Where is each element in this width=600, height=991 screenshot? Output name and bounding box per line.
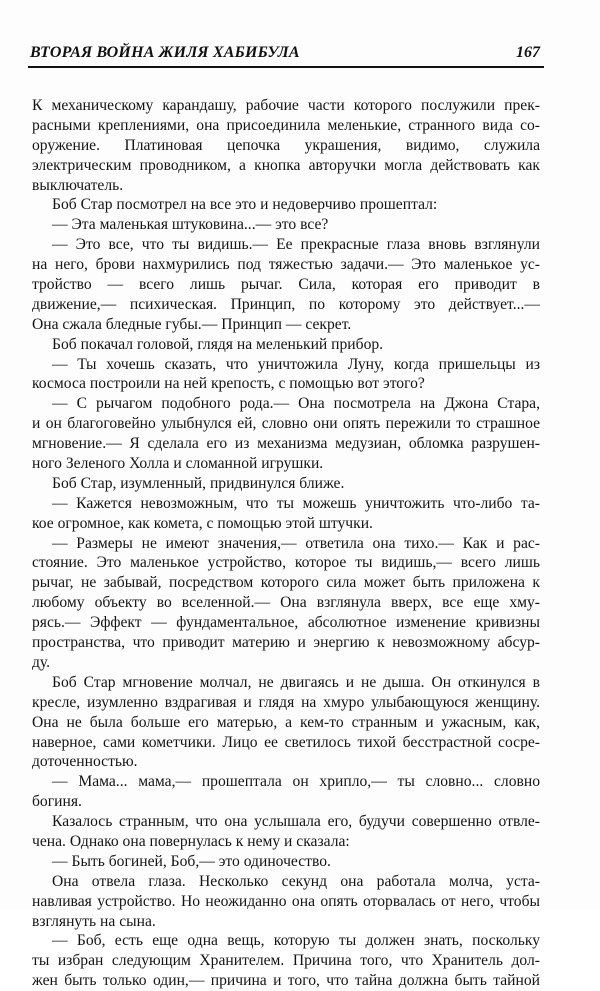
text-line: Она сжала бледные губы.— Принцип — секрет.	[32, 315, 352, 333]
text-line: на него, брови нахмурились под тяжестью задачи.— Это маленькое ус-	[32, 256, 540, 274]
text-line: наверное, сами кометчики. Лицо ее светилось тихой бесстрастной сосре-	[32, 733, 540, 751]
text-line: пространства, что приводит материю и энергию к невозможному абсур-	[32, 634, 540, 652]
text-line: жен быть только один,— причина и того, что тайна должна быть тайной	[32, 972, 540, 990]
text-line: тройство — всего лишь рычаг. Сила, которая его приводит в	[32, 276, 540, 294]
text-line: Боб Стар мгновение молчал, не двигаясь и не дыша. Он откинулся в	[52, 673, 540, 691]
text-line: — Ты хочешь сказать, что уничтожила Луну, когда пришельцы из	[52, 355, 540, 373]
text-line: — Кажется невозможным, что ты можешь уничтожить что-либо та-	[52, 494, 540, 512]
text-line: выключатель.	[32, 176, 124, 194]
text-line: — Размеры не имеют значения,— ответила она тихо.— Как и рас-	[52, 534, 540, 552]
text-line: Она не была больше его матерью, а кем-то странным и ужасным, как,	[32, 713, 540, 731]
running-header	[28, 44, 544, 68]
text-line: космоса построили на ней крепость, с помощью вот этого?	[32, 375, 425, 393]
text-line: Она отвела глаза. Несколько секунд она работала молча, уста-	[52, 872, 540, 890]
text-line: — Боб, есть еще одна вещь, которую ты должен знать, поскольку	[52, 932, 540, 950]
text-line: расными креплениями, она присоединила меленькие, странного вида со-	[32, 116, 540, 134]
page-number: 167	[516, 44, 540, 61]
text-line: богиня.	[32, 793, 82, 811]
text-line: любому объекту во вселенной.— Она взглянула вверх, все еще хму-	[32, 594, 540, 612]
text-line: электрическим проводником, а кнопка авторучки могла действовать как	[32, 156, 540, 174]
text-line: — Эта маленькая штуковина...— это все?	[52, 216, 329, 234]
text-line: стояние. Это маленькое устройство, которое ты видишь,— всего лишь	[32, 554, 540, 572]
text-line: Казалось странным, что она услышала его, будучи совершенно отвле-	[52, 813, 540, 831]
text-line: — Быть богиней, Боб,— это одиночество.	[52, 852, 331, 870]
text-line: навливая устройство. Но неожиданно она опять оторвалась от него, чтобы	[32, 892, 540, 910]
text-line: оружение. Платиновая цепочка украшения, видимо, служила	[32, 136, 540, 154]
text-line: взглянуть на сына.	[32, 912, 156, 930]
text-line: ты избран следующим Хранителем. Причина того, что Хранитель дол-	[32, 952, 540, 970]
text-line: — С рычагом подобного рода.— Она посмотрела на Джона Стара,	[52, 395, 540, 413]
text-line: доточенностью.	[32, 753, 138, 771]
text-line: движение,— психическая. Принцип, по которому это действует...—	[32, 295, 540, 313]
text-line: ду.	[32, 653, 51, 671]
text-line: К механическому карандашу, рабочие части которого послужили прек-	[32, 97, 540, 114]
text-line: рычаг, не забывай, посредством которого сила может быть приложена к	[32, 574, 540, 592]
text-line: чена. Однако она повернулась к нему и сказала:	[32, 832, 350, 850]
text-line: и он благоговейно улыбнулся ей, словно они опять пережили то страшное	[32, 415, 540, 433]
text-line: — Мама... мама,— прошептала он хрипло,— ты словно... словно	[52, 773, 540, 791]
text-line: ного Зеленого Холла и сломанной игрушки.	[32, 455, 324, 473]
text-line: Боб покачал головой, глядя на меленький прибор.	[52, 335, 384, 353]
text-line: мгновение.— Я сделала его из механизма медузиан, обломка разрушен-	[32, 435, 540, 453]
text-line: кое огромное, как комета, с помощью этой штучки.	[32, 514, 373, 532]
text-line: Боб Стар, изумленный, придвинулся ближе.	[52, 474, 345, 492]
body-text	[32, 96, 540, 991]
text-line: рясь.— Эффект — фундаментальное, абсолютное изменение кривизны	[32, 614, 540, 632]
running-title: ВТОРАЯ ВОЙНА ЖИЛЯ ХАБИБУЛА	[30, 44, 300, 61]
text-line: — Это все, что ты видишь.— Ее прекрасные глаза вновь взглянули	[52, 236, 540, 254]
text-line: Боб Стар посмотрел на все это и недоверчиво прошептал:	[52, 196, 438, 214]
header-rule	[28, 66, 544, 68]
text-line: кресле, изумленно вздрагивая и глядя на хмуро улыбающуюся женщину.	[32, 693, 540, 711]
